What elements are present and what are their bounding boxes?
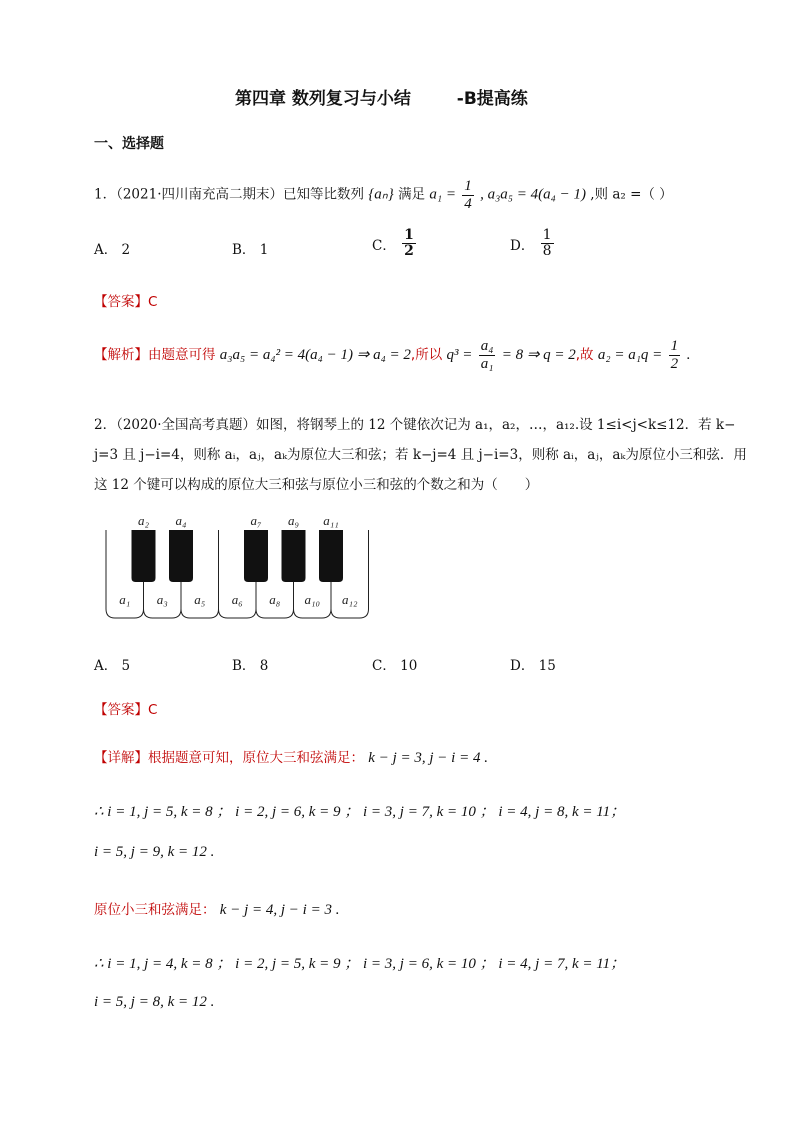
black-key-label: a₂ [137,513,150,528]
option-label: B． [232,658,256,674]
black-key [169,530,193,582]
title-main: 第四章 数列复习与小结 [235,89,411,109]
analysis-result-fraction [669,338,681,372]
option-value: 5 [121,658,131,674]
minor-text: 原位小三和弦满足： [94,902,216,918]
option-value: 10 [400,658,418,674]
analysis-math-2: = 8 ⇒ q = 2 [501,347,576,363]
q2-detail [94,746,488,767]
q2-option-a[interactable] [94,654,130,674]
option-value: 1 [259,242,269,258]
q1-cond-rest: , a₃a₅ = 4(a₄ − 1) [480,186,586,203]
q1-prefix: 1．（2021·四川南充高二期末）已知等比数列 [94,186,364,203]
white-key-label: a₃ [156,592,168,607]
analysis-res-den: 2 [670,355,679,372]
option-label: D． [510,658,535,674]
option-fraction [402,228,416,260]
q1-mid: 满足 [398,186,426,203]
white-key-label: a₁ [119,592,131,607]
title-suffix: -B提高练 [456,89,528,109]
q2-line-1: 2．（2020·全国高考真题）如图，将钢琴上的 12 个键依次记为 a₁，a₂，…，a₁₂.设 1≤i<j<k≤12．若 k− [94,417,736,433]
analysis-frac-den: a₁ [480,355,494,372]
major-cases-row-2: i = 5, j = 9, k = 12 . [94,844,215,860]
white-key-label: a₅ [194,592,206,607]
analysis-end: . [686,347,691,363]
minor-condition-line [94,898,339,919]
q2-stem [94,410,747,500]
q1-answer: 【答案】C [94,294,158,310]
q1-option-d[interactable] [510,228,556,260]
option-fraction [541,228,554,260]
analysis-res-num: 1 [670,338,679,354]
major-cases-row-1: ∴ i = 1, j = 5, k = 8 ； i = 2, j = 6, k = 9 ； i = 3, j = 7, k = 10 ； i = 4, j = 8, k = 11； [94,804,626,820]
black-key-label: a₇ [250,513,262,528]
black-key [244,530,268,582]
option-num: 1 [542,227,552,243]
option-den: 2 [404,243,414,260]
analysis-text: 由题意可得 [148,347,216,363]
white-key-label: a₁₀ [304,592,321,607]
analysis-so: ,所以 [410,347,443,363]
black-key-label: a₉ [287,513,300,528]
option-den: 8 [542,243,552,260]
option-label: A． [94,658,118,674]
white-key-label: a₁₂ [341,592,358,607]
black-key [132,530,156,582]
q1-cond-fraction [462,178,474,212]
q1-cond-a1: a₁ = [429,186,456,203]
section-heading: 一、选择题 [94,136,164,152]
q2-line-2: j=3 且 j−i=4，则称 aᵢ，aⱼ，aₖ为原位大三和弦；若 k−j=4 且 j−i=3，则称 aᵢ，aⱼ，aₖ为原位小三和弦．用 [94,447,747,463]
option-label: B． [232,242,256,258]
option-value: 8 [259,658,269,674]
minor-condition: k − j = 4, j − i = 3 . [219,902,340,918]
piano-diagram [100,508,380,626]
option-value: 2 [121,242,131,258]
white-key-label: a₈ [269,592,281,607]
option-num: 1 [404,227,414,243]
q2-option-d[interactable] [510,654,556,674]
q2-answer: 【答案】C [94,702,158,718]
analysis-math-1: a₃a₅ = a₄² = 4(a₄ − 1) ⇒ a₄ = 2 [219,347,411,363]
q2-line-3: 这 12 个键可以构成的原位大三和弦与原位小三和弦的个数之和为（ ） [94,477,539,493]
white-key-label: a₆ [231,592,243,607]
black-key-label: a₁₁ [323,513,339,528]
analysis-label: 【解析】 [94,347,148,363]
q2-option-b[interactable] [232,654,268,674]
detail-condition: k − j = 3, j − i = 4 . [368,750,488,766]
detail-text: 根据题意可知，原位大三和弦满足： [148,750,364,766]
minor-cases-row-2: i = 5, j = 8, k = 12 . [94,994,215,1010]
analysis-hence: ,故 [575,347,594,363]
q1-cond-num: 1 [464,178,472,194]
q1-analysis [94,338,690,372]
black-key [282,530,306,582]
q1-option-b[interactable] [232,238,268,258]
q1-tail: ,则 a₂ =（ ） [590,186,673,203]
page-title [235,84,528,109]
black-key-label: a₄ [175,513,187,528]
analysis-q3: q³ = [446,347,473,363]
q1-option-c[interactable] [372,228,418,260]
option-value: 15 [538,658,556,674]
option-label: D． [510,237,535,254]
detail-label: 【详解】 [94,750,148,766]
black-key [319,530,343,582]
q1-cond-den: 4 [464,195,472,212]
analysis-math-3: a₂ = a₁q = [597,347,663,363]
option-label: A． [94,242,118,258]
q1-seq: {aₙ} [368,186,394,203]
q1-stem [94,178,673,212]
minor-cases-row-1: ∴ i = 1, j = 4, k = 8 ； i = 2, j = 5, k = 9 ； i = 3, j = 6, k = 10 ； i = 4, j = 7, k = 11； [94,956,626,972]
analysis-frac-num: a₄ [480,338,494,354]
option-label: C． [372,658,396,674]
option-label: C． [372,237,396,254]
q1-option-a[interactable] [94,238,130,258]
q2-option-c[interactable] [372,654,417,674]
analysis-fraction [479,338,496,372]
